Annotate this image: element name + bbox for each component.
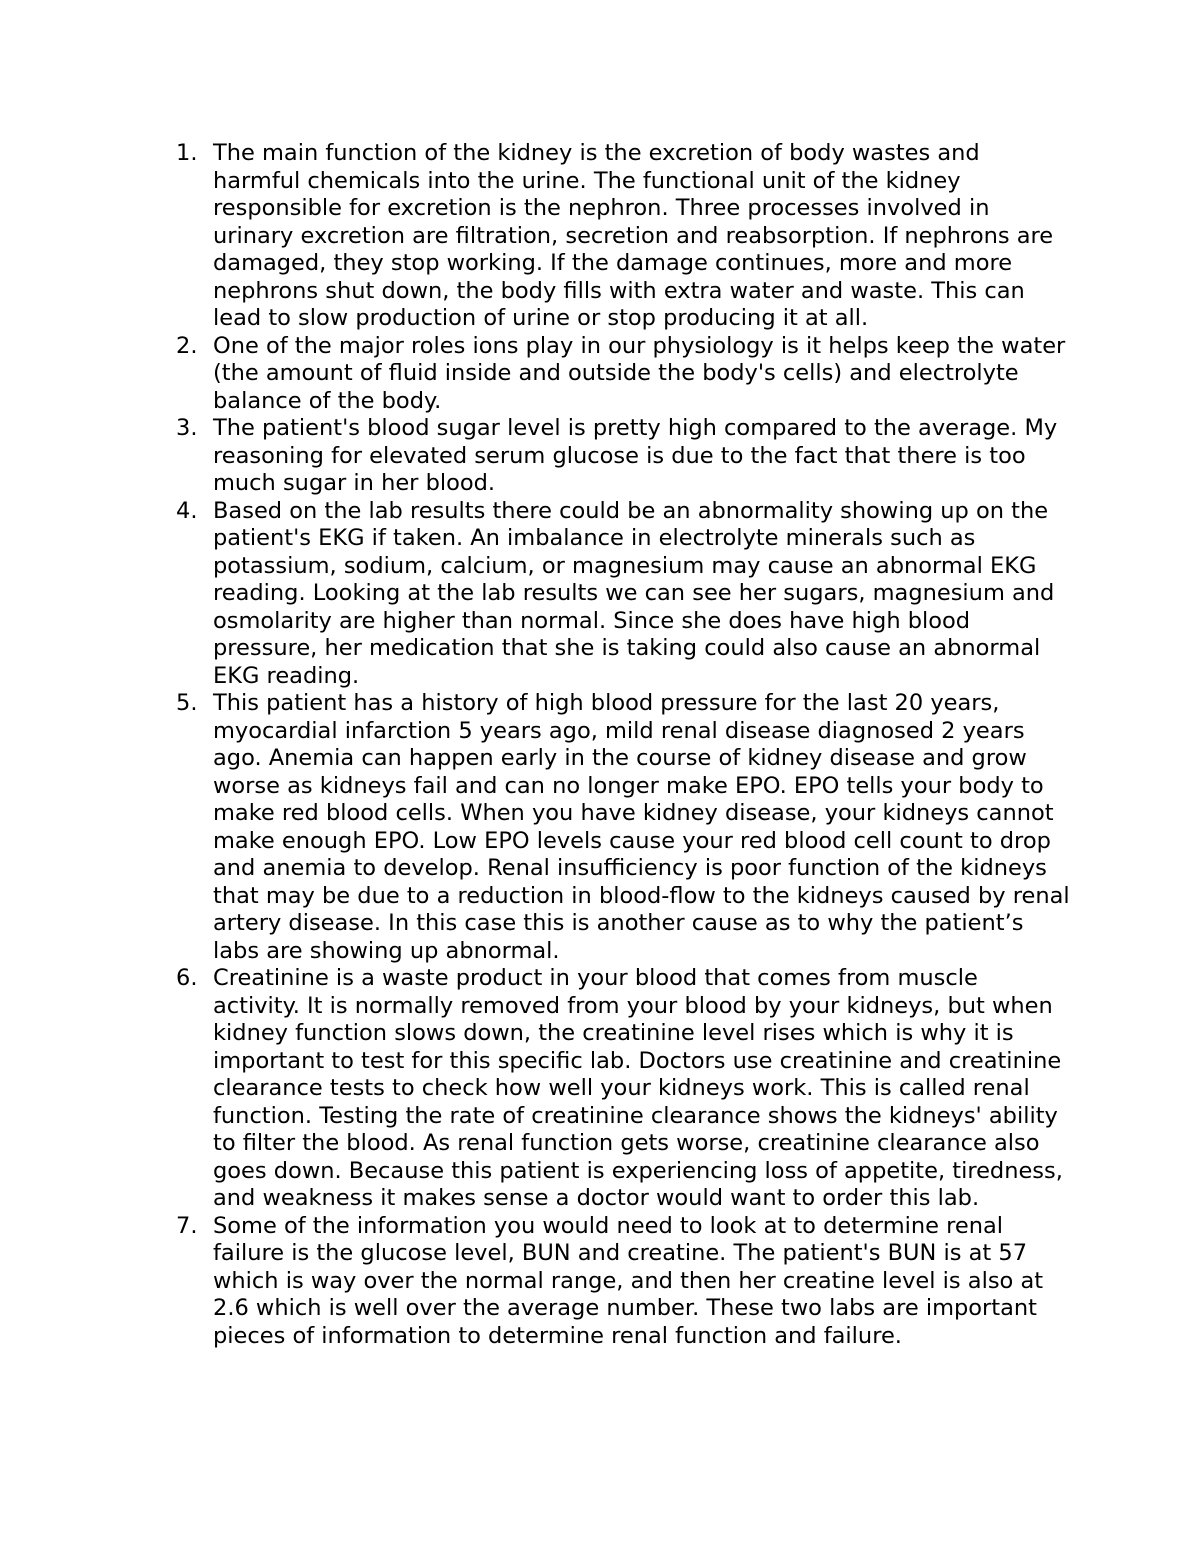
list-item-text: Based on the lab results there could be an abnormality showing up on the patient's EKG if taken. An imbalance in electrolyte minerals such as potassium, sodium, calcium, or magnesium may cause an abnormal EKG reading. Looking at the lab results we can see her sugars, magnesium and osmolarity are higher than normal. Since she does have high blood pressure, her medication that she is taking could also cause an abnormal EKG reading. [213,497,1055,689]
list-item-number: 2. [176,332,198,359]
list-item [160,965,1070,1213]
list-item [160,415,1070,498]
numbered-answer-list [160,140,1070,1350]
list-item [160,690,1070,965]
list-item-number: 4. [176,497,198,524]
list-item-text: One of the major roles ions play in our physiology is it helps keep the water (the amount of fluid inside and outside the body's cells) and electrolyte balance of the body. [213,332,1066,414]
list-item [160,333,1070,416]
list-item-text: The patient's blood sugar level is pretty high compared to the average. My reasoning for elevated serum glucose is due to the fact that there is too much sugar in her blood. [213,415,1058,496]
list-item [160,1213,1070,1351]
list-item-text: This patient has a history of high blood pressure for the last 20 years, myocardial infarction 5 years ago, mild renal disease diagnosed 2 years ago. Anemia can happen early in the course of kidney disease and grow worse as kidneys fail and can no longer make EPO. EPO tells your body to make red blood cells. When you have kidney disease, your kidneys cannot make enough EPO. Low EPO levels cause your red blood cell count to drop and anemia to develop. Renal insufficiency is poor function of the kidneys that may be due to a reduction in blood-flow to the kidneys caused by renal artery disease. In this case this is another cause as to why the patient’s labs are showing up abnormal. [213,690,1070,964]
list-item-number: 7. [176,1212,198,1239]
list-item-number: 1. [176,140,198,166]
list-item-number: 6. [176,965,198,991]
list-item-number: 5. [176,690,198,716]
list-item-number: 3. [176,415,198,441]
list-item [160,498,1070,691]
list-item-text: Creatinine is a waste product in your blood that comes from muscle activity. It is normally removed from your blood by your kidneys, but when kidney function slows down, the creatinine level rises which is why it is important to test for this specific lab. Doctors use creatinine and creatinine clearance tests to check how well your kidneys work. This is called renal function. Testing the rate of creatinine clearance shows the kidneys' ability to filter the blood. As renal function gets worse, creatinine clearance also goes down. Because this patient is experiencing loss of appetite, tiredness, and weakness it makes sense a doctor would want to order this lab. [213,965,1063,1211]
list-item-text: Some of the information you would need to look at to determine renal failure is the glucose level, BUN and creatine. The patient's BUN is at 57 which is way over the normal range, and then her creatine level is also at 2.6 which is well over the average number. These two labs are important pieces of information to determine renal function and failure. [213,1212,1044,1349]
list-item-text: The main function of the kidney is the excretion of body wastes and harmful chemicals into the urine. The functional unit of the kidney responsible for excretion is the nephron. Three processes involved in urinary excretion are filtration, secretion and reabsorption. If nephrons are damaged, they stop working. If the damage continues, more and more nephrons shut down, the body fills with extra water and waste. This can lead to slow production of urine or stop producing it at all. [213,140,1054,331]
list-item [160,140,1070,333]
